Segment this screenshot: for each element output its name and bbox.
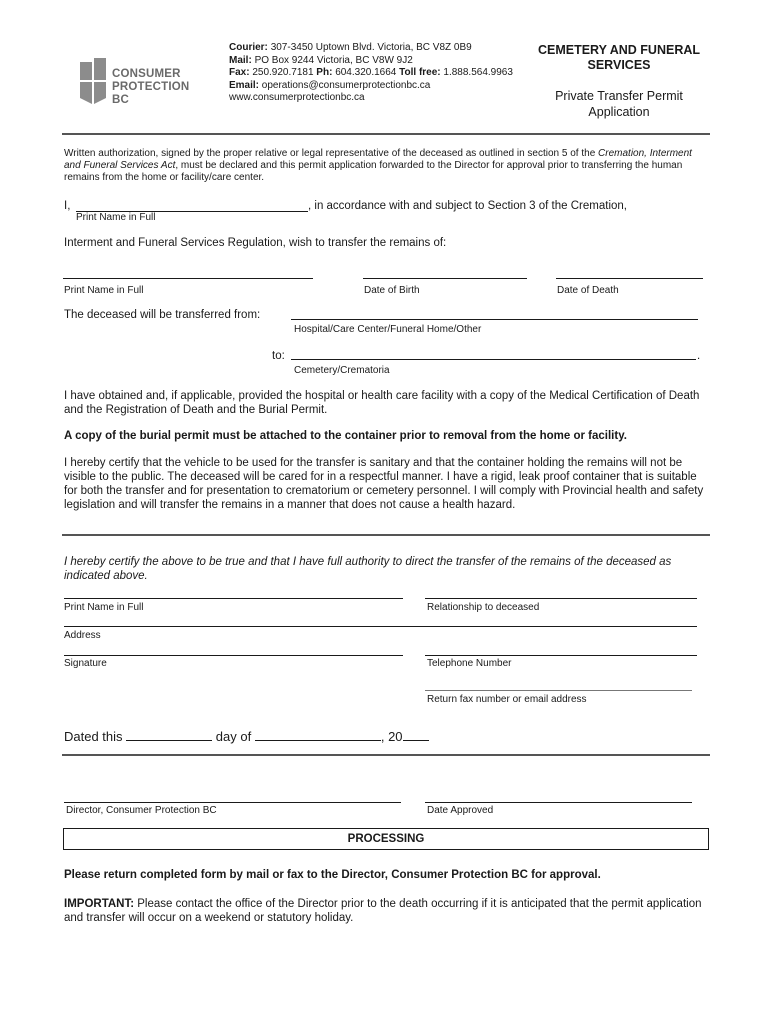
return-contact-field[interactable] — [425, 690, 692, 691]
signature-field[interactable] — [64, 655, 403, 656]
form-title-block — [528, 43, 710, 120]
certification-statement-text: I hereby certify the above to be true and that I have full authority to direct the transfer of the remains of the deceased as indicated above. — [64, 556, 672, 582]
title-line-2: SERVICES — [587, 58, 651, 72]
year-prefix: , 20 — [380, 729, 403, 744]
section-divider — [62, 534, 710, 536]
consumer-protection-logo — [80, 56, 200, 108]
date-of-death-caption: Date of Death — [557, 285, 619, 296]
date-of-death-field[interactable] — [556, 278, 703, 279]
important-text: Please contact the office of the Director prior to the death occurring if it is anticipated that the permit application and transfer will occur on a weekend or statutory holiday. — [64, 898, 702, 924]
date-of-birth-field[interactable] — [363, 278, 527, 279]
date-of-birth-caption: Date of Birth — [364, 285, 420, 296]
address-caption: Address — [64, 630, 101, 641]
phone-label: Ph: — [316, 67, 333, 78]
date-approved-caption: Date Approved — [427, 805, 494, 816]
subtitle-line-1: Private Transfer Permit — [555, 89, 683, 103]
regulation-text: Interment and Funeral Services Regulation, wish to transfer the remains of: — [64, 237, 447, 249]
director-caption: Director, Consumer Protection BC — [66, 805, 217, 816]
fax-number: 250.920.7181 — [252, 67, 314, 78]
deceased-name-field[interactable] — [63, 278, 313, 279]
burial-permit-notice: A copy of the burial permit must be attached to the container prior to removal from the home or facility. — [64, 430, 627, 442]
dated-this-label: Dated this — [64, 729, 123, 744]
date-approved-field[interactable] — [425, 802, 692, 803]
return-contact-caption: Return fax number or email address — [427, 694, 587, 705]
certifier-name-caption: Print Name in Full — [64, 602, 144, 613]
telephone-caption: Telephone Number — [427, 658, 512, 669]
shield-logo-icon — [80, 58, 106, 106]
signature-caption: Signature — [64, 658, 107, 669]
important-label: IMPORTANT: — [64, 898, 135, 910]
mail-label: Mail: — [229, 54, 252, 66]
dated-year-field[interactable] — [403, 728, 429, 741]
certifier-name-field[interactable] — [64, 598, 403, 599]
obtained-paragraph: I have obtained and, if applicable, provided the hospital or health care facility with a copy of the Medical Certification of Death and the Registration of Death and the Burial Permit. — [64, 390, 700, 416]
tollfree-label: Toll free: — [399, 67, 441, 78]
return-note: Please return completed form by mail or fax to the Director, Consumer Protection BC for approval. — [64, 869, 601, 881]
intro-paragraph — [64, 148, 704, 184]
intro-part-1: Written authorization, signed by the proper relative or legal representative of the deceased as outlined in section 5 of the — [64, 148, 599, 159]
approval-divider — [62, 754, 710, 756]
transfer-from-caption: Hospital/Care Center/Funeral Home/Other — [294, 324, 482, 335]
email-label: Email: — [229, 79, 260, 91]
vehicle-certification-paragraph: I hereby certify that the vehicle to be used for the transfer is sanitary and that the container holding the remains will not be visible to the public. The deceased will be cared for in a respectful manner. I have a rigid, leak proof container that is suitable for both the transfer and for presentation to crematorium or cemetery personnel. I will comply with Provincial health and safety legislation and will transfer the remains in a manner that does not cause a health hazard. — [64, 457, 704, 511]
email-address: operations@consumerprotectionbc.ca — [261, 79, 431, 91]
subtitle-line-2: Application — [588, 105, 650, 119]
relationship-field[interactable] — [425, 598, 697, 599]
transferred-from-label: The deceased will be transferred from: — [64, 309, 261, 321]
transfer-to-caption: Cemetery/Crematoria — [294, 365, 390, 376]
logo-line-1: CONSUMER — [112, 68, 181, 80]
title-line-1: CEMETERY AND FUNERAL — [537, 43, 701, 57]
dated-month-field[interactable] — [255, 728, 381, 741]
transfer-to-field[interactable] — [291, 359, 696, 360]
telephone-field[interactable] — [425, 655, 697, 656]
important-note — [64, 897, 710, 925]
to-label: to: — [272, 350, 285, 362]
relationship-caption: Relationship to deceased — [427, 602, 540, 613]
fax-label: Fax: — [229, 67, 250, 78]
courier-label: Courier: — [229, 42, 268, 53]
contact-block — [229, 42, 529, 105]
dated-line — [64, 728, 429, 745]
website: www.consumerprotectionbc.ca — [229, 92, 365, 103]
address-field[interactable] — [64, 626, 697, 627]
intro-part-2: , must be declared and this permit application forwarded to the Director for approval prior to transferring the human remains from the home or facility/care center. — [64, 160, 683, 183]
header-divider — [62, 133, 710, 135]
dated-day-field[interactable] — [126, 728, 212, 741]
processing-box — [63, 828, 709, 850]
accordance-text: , in accordance with and subject to Section 3 of the Cremation, — [308, 200, 627, 212]
deceased-name-caption: Print Name in Full — [64, 285, 144, 296]
day-of-label: day of — [215, 729, 252, 744]
transfer-from-field[interactable] — [291, 319, 698, 320]
phone-number: 604.320.1664 — [335, 67, 397, 78]
to-line-end: . — [697, 350, 701, 362]
intro-act-name: Cremation, Interment and Funeral Services Act — [64, 148, 692, 171]
logo-line-2: PROTECTION BC — [112, 81, 190, 106]
applicant-name-caption: Print Name in Full — [76, 212, 156, 223]
tollfree-number: 1.888.564.9963 — [443, 67, 513, 78]
processing-heading: PROCESSING — [347, 833, 425, 845]
certification-statement — [64, 555, 694, 583]
director-signature-field[interactable] — [64, 802, 401, 803]
mail-address: PO Box 9244 Victoria, BC V8W 9J2 — [254, 54, 413, 66]
i-label: I, — [64, 200, 71, 212]
courier-address: 307-3450 Uptown Blvd. Victoria, BC V8Z 0B9 — [270, 42, 472, 53]
